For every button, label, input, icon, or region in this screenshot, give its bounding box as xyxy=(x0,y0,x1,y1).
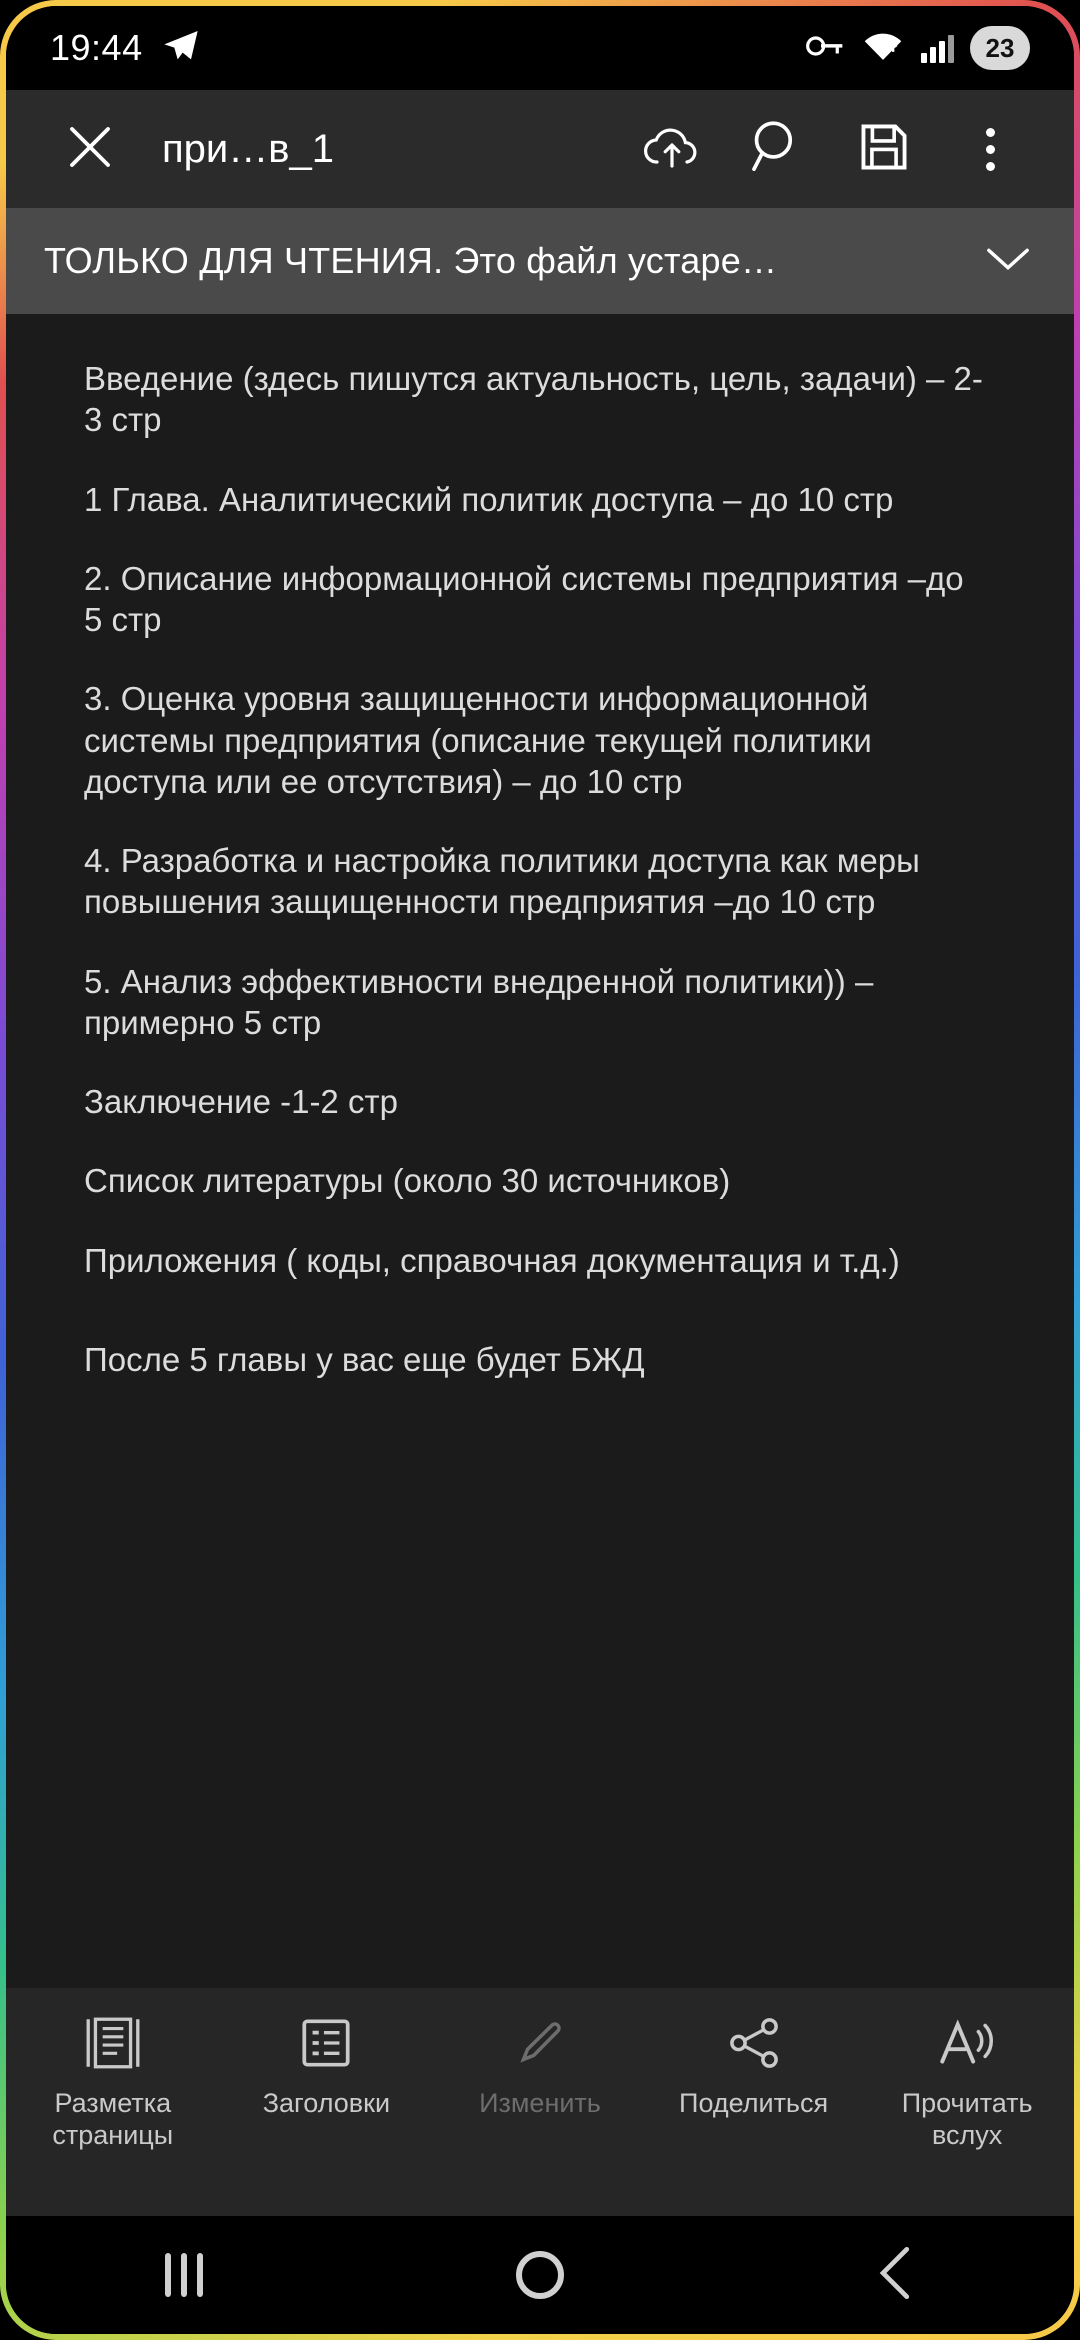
status-bar xyxy=(6,6,1074,90)
home-icon xyxy=(516,2251,564,2299)
action-page-layout[interactable] xyxy=(13,2010,213,2152)
wifi-icon xyxy=(861,29,905,68)
more-vertical-icon xyxy=(986,128,995,171)
pencil-edit-icon xyxy=(509,2010,571,2076)
app-toolbar xyxy=(6,90,1074,208)
close-icon xyxy=(63,120,117,179)
readonly-banner[interactable] xyxy=(6,208,1074,314)
read-aloud-icon xyxy=(934,2010,1000,2076)
action-label: Изменить xyxy=(479,2088,601,2118)
document-paragraph: После 5 главы у вас еще будет БЖД xyxy=(84,1340,645,1378)
vpn-key-icon xyxy=(805,31,845,66)
document-paragraph: Заключение -1-2 стр xyxy=(84,1083,398,1120)
upload-button[interactable] xyxy=(624,101,720,197)
back-icon xyxy=(876,2245,916,2306)
phone-screen xyxy=(6,6,1074,2334)
action-label: Поделиться xyxy=(679,2088,829,2118)
save-floppy-icon xyxy=(855,118,913,181)
overflow-menu-button[interactable] xyxy=(942,101,1038,197)
action-edit[interactable] xyxy=(440,2010,640,2120)
telegram-icon xyxy=(161,26,201,71)
back-button[interactable] xyxy=(821,2235,971,2315)
share-icon xyxy=(723,2010,785,2076)
recents-icon xyxy=(165,2253,203,2297)
document-paragraph: Приложения ( коды, справочная документация и т.д.) xyxy=(84,1241,900,1279)
action-label: Заголовки xyxy=(262,2088,391,2118)
search-icon xyxy=(748,117,808,182)
action-headings[interactable] xyxy=(226,2010,426,2120)
cloud-upload-icon xyxy=(640,119,704,180)
status-bar-left xyxy=(50,26,201,71)
action-label: Прочитать вслух xyxy=(901,2088,1033,2150)
bottom-action-bar xyxy=(6,1988,1074,2216)
recents-button[interactable] xyxy=(109,2235,259,2315)
document-paragraph: 4. Разработка и настройка политики доступа как меры повышения защищенности предприятия –до 10 стр xyxy=(84,842,920,921)
search-button[interactable] xyxy=(730,101,826,197)
readonly-banner-text: ТОЛЬКО ДЛЯ ЧТЕНИЯ. Это файл устаре… xyxy=(44,240,778,281)
page-layout-icon xyxy=(82,2010,144,2076)
document-content[interactable] xyxy=(6,314,1074,1988)
banner-expand-button[interactable] xyxy=(980,233,1036,289)
battery-indicator: 23 xyxy=(970,26,1030,70)
chevron-down-icon xyxy=(985,244,1031,279)
document-paragraph: 1 Глава. Аналитический политик доступа – до 10 стр xyxy=(84,480,894,518)
document-paragraph: Введение (здесь пишутся актуальность, цель, задачи) – 2-3 стр xyxy=(84,360,983,439)
close-button[interactable] xyxy=(42,101,138,197)
cellular-signal-icon xyxy=(921,33,954,63)
document-paragraph: 2. Описание информационной системы предприятия –до 5 стр xyxy=(84,559,964,638)
action-read-aloud[interactable] xyxy=(867,2010,1067,2152)
document-paragraph: Список литературы (около 30 источников) xyxy=(84,1162,731,1200)
document-paragraph: 5. Анализ эффективности внедренной политики)) – примерно 5 стр xyxy=(84,962,874,1041)
document-title: при…в_1 xyxy=(162,126,334,171)
status-clock: 19:44 xyxy=(50,27,143,68)
action-label: Разметка страницы xyxy=(52,2088,174,2150)
document-paragraph: 3. Оценка уровня защищенности информационной системы предприятия (описание текущей политики доступа или ее отсутствия) – до 10 стр xyxy=(84,680,872,800)
status-bar-right xyxy=(805,26,1030,70)
save-button[interactable] xyxy=(836,101,932,197)
headings-list-icon xyxy=(295,2010,357,2076)
android-navigation-bar xyxy=(6,2216,1074,2334)
action-share[interactable] xyxy=(654,2010,854,2120)
home-button[interactable] xyxy=(465,2235,615,2315)
